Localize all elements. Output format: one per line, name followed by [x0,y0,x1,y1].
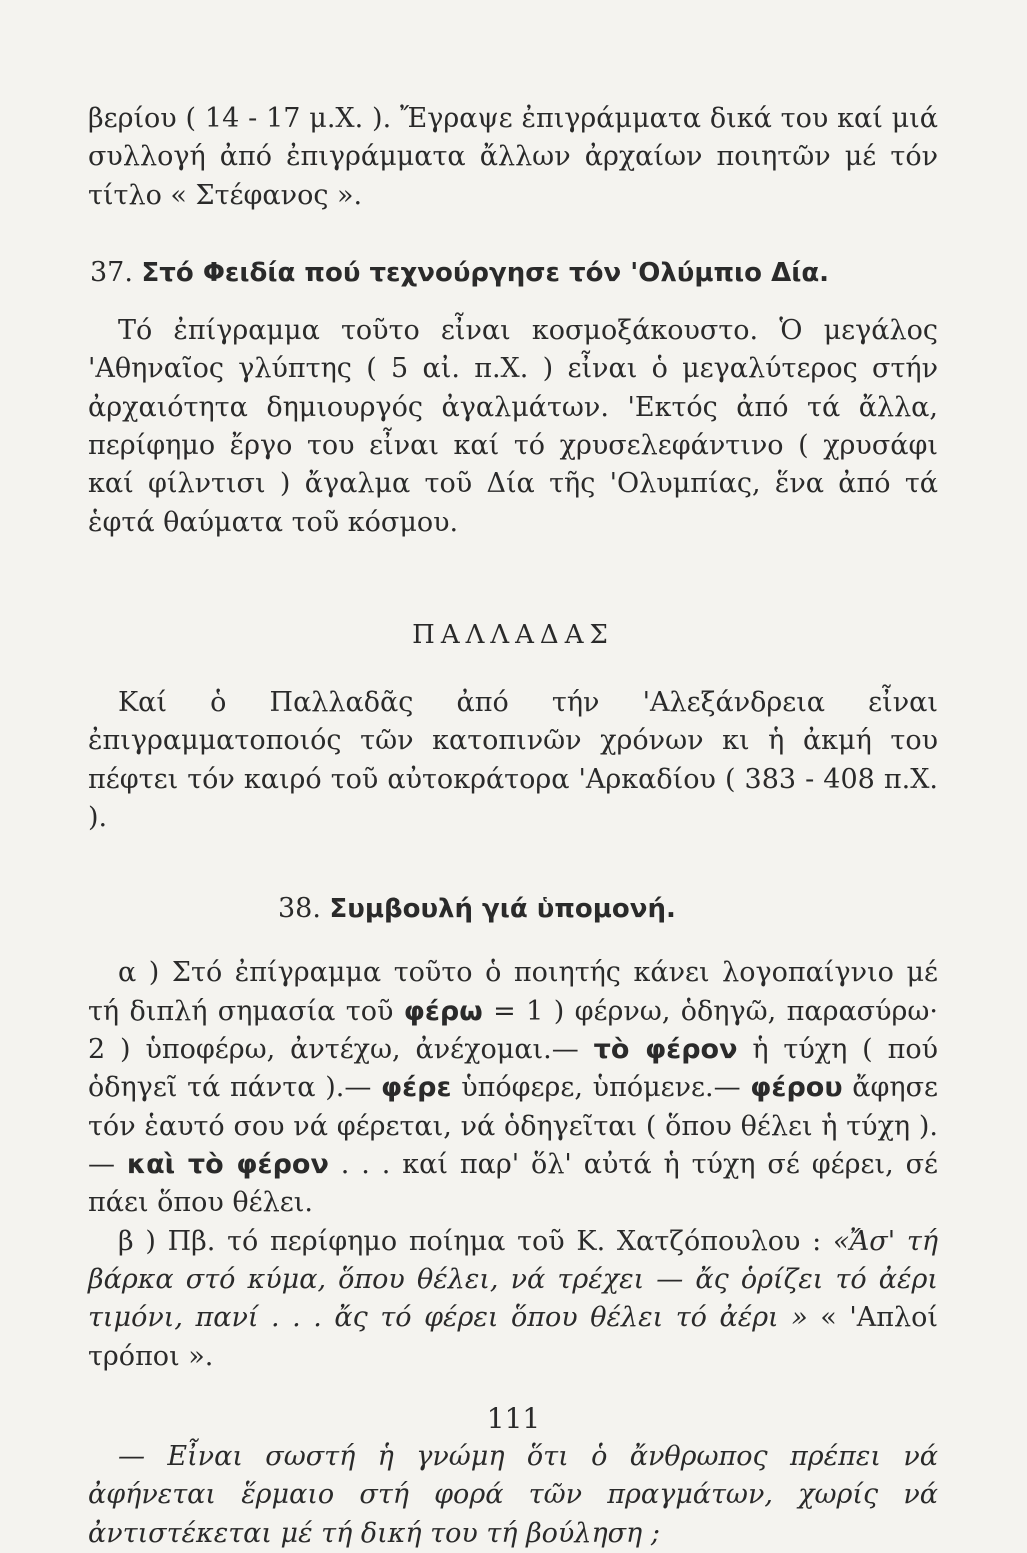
keyword: καὶ τὸ φέρον [126,1148,329,1180]
section-38-paragraph-b [88,1223,938,1376]
section-38-body [88,954,938,1376]
page-number: 111 [486,1402,541,1435]
text-run: « 'Απλοί τρόποι ». [88,1302,938,1372]
section-38-number: 38. [278,893,321,925]
intro-block [88,100,938,215]
section-37-heading [88,257,938,288]
quoted-poem: «Ἄσ' τή βάρκα στό κύμα, ὅπου θέλει, νά τρέχει — ἄς ὁρίζει τό ἀέρι τιμόνι, πανί . . . ἄς τό φέρει ὅπου θέλει τό ἀέρι » [88,1225,939,1334]
section-37-body [88,312,938,542]
section-37-number: 37. [90,256,133,288]
text-run: . . . καί παρ' ὅλ' αὐτά ἡ τύχη σέ φέρει, σέ πάει ὅπου θέλει. [88,1148,938,1219]
text-run: ἡ τύχη ( πού ὁδηγεῖ τά πάντα ).— [88,1033,938,1104]
author-paragraph: Καί ὁ Παλλαδᾶς ἀπό τήν 'Αλεξάνδρεια εἶναι ἐπιγραμματοποιός τῶν κατοπινῶν χρόνων κι ἡ ἀκμή του πέφτει τόν καιρό τοῦ αὐτοκράτορα 'Αρκαδίου ( 383 - 408 π.Χ. ). [88,686,938,833]
section-38-paragraph-a [88,954,938,1222]
text-run: β ) Πβ. τό περίφημο ποίημα τοῦ Κ. Χατζόπουλου : [118,1225,833,1257]
text-run: ὑπόφερε, ὑπόμενε.— [451,1072,751,1104]
author-heading: ΠΑΛΛΑΔΑΣ [412,619,614,650]
intro-paragraph: βερίου ( 14 - 17 μ.Χ. ). Ἔγραψε ἐπιγράμματα δικά του καί μιά συλλογή ἀπό ἐπιγράμματα ἄλλων ἀρχαίων ποιητῶν μέ τόν τίτλο « Στέφανος ». [88,103,938,211]
keyword: φέρου [750,1072,843,1104]
section-37-paragraph: Τό ἐπίγραμμα τοῦτο εἶναι κοσμοξάκουστο. Ὁ μεγάλος 'Αθηναῖος γλύπτης ( 5 αἰ. π.Χ. ) εἶναι ὁ μεγαλύτερος στήν ἀρχαιότητα δημιουργός ἀγαλμάτων. 'Εκτός ἀπό τά ἄλλα, περίφημο ἔργο του εἶναι καί τό χρυσελεφάντινο ( χρυσάφι καί φίλντισι ) ἄγαλμα τοῦ Δία τῆς 'Ολυμπίας, ἕνα ἀπό τά ἑφτά θαύματα τοῦ κόσμου. [88,314,938,538]
text-run: ἄφησε τόν ἑαυτό σου νά φέρεται, νά ὁδηγεῖται ( ὅπου θέλει ἡ τύχη ).— [88,1072,938,1180]
text-run: α ) Στό ἐπίγραμμα τοῦτο ὁ ποιητής κάνει λογοπαίγνιο μέ τή διπλή σημασία τοῦ [88,957,938,1027]
section-38-heading [88,893,938,924]
closing-question: — Εἶναι σωστή ἡ γνώμη ὅτι ὁ ἄνθρωπος πρέπει νά ἀφήνεται ἕρμαιο στή φορά τῶν πραγμάτων, χωρίς νά ἀντιστέκεται μέ τή δική του τή βούληση ; [88,1440,938,1549]
page-body [88,100,938,1553]
section-37-title: Στό Φειδία πού τεχνούργησε τόν 'Ολύμπιο Δία. [141,257,830,288]
section-38-title: Συμβουλή γιά ὑπομονή. [329,894,676,925]
closing-block [88,1438,938,1553]
text-run: = 1 ) φέρνω, ὁδηγῶ, παρασύρω· 2 ) ὑποφέρω, ἀντέχω, ἀνέχομαι.— [88,995,938,1065]
keyword: φέρε [381,1072,452,1104]
keyword: τὸ φέρον [593,1033,738,1065]
keyword: φέρω [403,995,483,1027]
author-body [88,684,938,837]
